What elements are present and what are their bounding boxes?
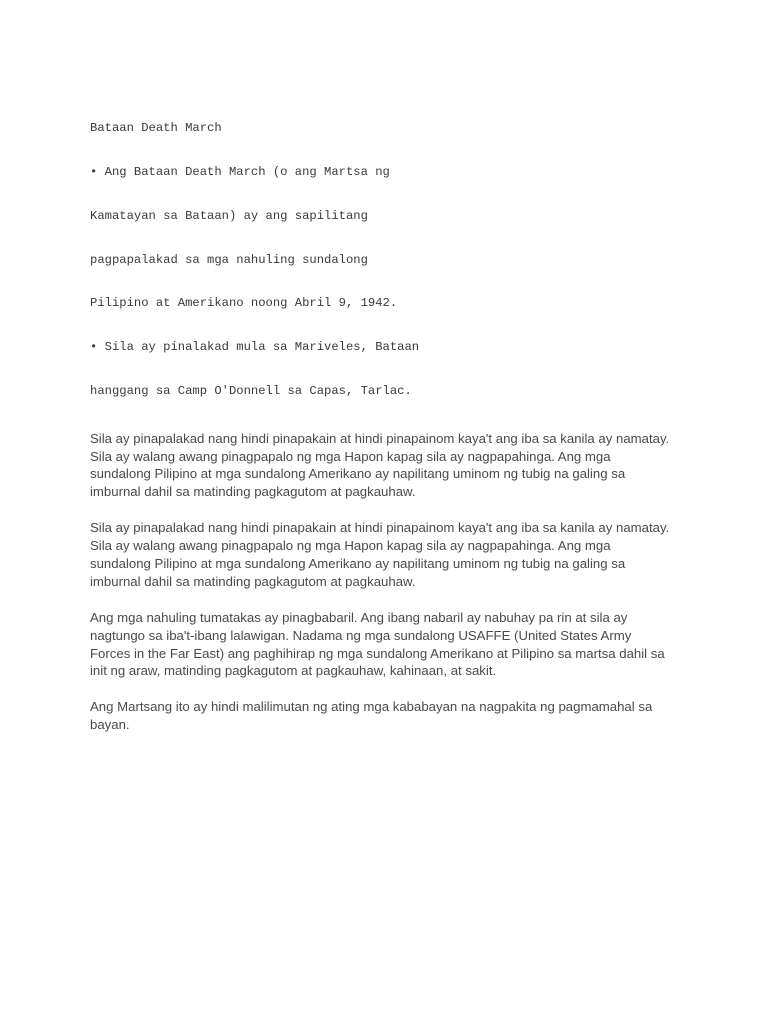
paragraph: Ang Martsang ito ay hindi malilimutan ng ating mga kababayan na nagpakita ng pagmamahal sa bayan.	[90, 699, 653, 733]
paragraph: Ang mga nahuling tumatakas ay pinagbabaril. Ang ibang nabaril ay nabuhay pa rin at sila ay nagtungo sa iba't-ibang lalawigan. Nadama ng mga sundalong USAFFE (United States Army Forces in the Far East) ang paghihirap ng mga sundalong Amerikano at Pilipino sa martsa dahil sa init ng araw, matinding pagkagutom at pagkauhaw, kahinaan, at sakit.	[90, 609, 665, 679]
mono-line: Pilipino at Amerikano noong Abril 9, 1942.	[90, 296, 398, 311]
mono-header-block	[90, 92, 680, 428]
document-title: Bataan Death March	[90, 121, 222, 136]
mono-line: Kamatayan sa Bataan) ay ang sapilitang	[90, 208, 368, 223]
paragraph: Sila ay pinapalakad nang hindi pinapakain at hindi pinapainom kaya't ang iba sa kanila ay namatay. Sila ay walang awang pinagpapalo ng mga Hapon kapag sila ay nagpapahinga. Ang mga sundalong Pilipino at mga sundalong Amerikano ay napilitang uminom ng tubig na galing sa imburnal dahil sa matinding pagkagutom at pagkauhaw.	[90, 430, 670, 500]
mono-line: • Sila ay pinalakad mula sa Mariveles, Bataan	[90, 340, 420, 355]
mono-line: hanggang sa Camp O'Donnell sa Capas, Tarlac.	[90, 383, 412, 398]
paragraph: Sila ay pinapalakad nang hindi pinapakain at hindi pinapainom kaya't ang iba sa kanila ay namatay. Sila ay walang awang pinagpapalo ng mga Hapon kapag sila ay nagpapahinga. Ang mga sundalong Pilipino at mga sundalong Amerikano ay napilitang uminom ng tubig na galing sa imburnal dahil sa matinding pagkagutom at pagkauhaw.	[90, 520, 670, 589]
mono-line: pagpapalakad sa mga nahuling sundalong	[90, 252, 368, 267]
mono-line: • Ang Bataan Death March (o ang Martsa ng	[90, 164, 390, 179]
document-page	[90, 92, 680, 752]
